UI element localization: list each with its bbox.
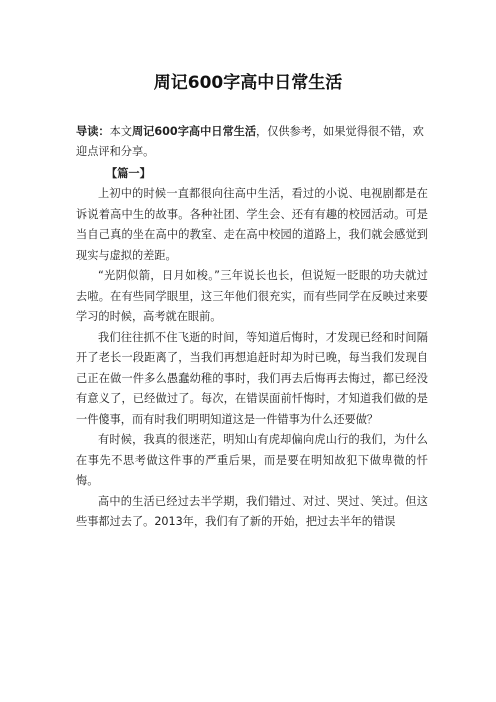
paragraph: 高中的生活已经过去半学期，我们错过、对过、哭过、笑过。但这些事都过去了。2013年，我们有了新的开始，把过去半年的错误 (76, 494, 428, 528)
body-text (76, 184, 428, 533)
intro-text-after: ，仅供参考，如果觉得很不错，欢迎点评和分享。 (76, 125, 424, 158)
paragraph: 我们往往抓不住飞逝的时间，等知道后悔时，才发现已经和时间隔开了老长一段距离了，当我们再想追赶时却为时已晚，每当我们发现自己正在做一件多么愚蠢幼稚的事时，我们再去后悔再去悔过，都已经没有意义了，已经做过了。每次，在错误面前忏悔时，才知道我们做的是一件傻事，而有时我们明明知道这是一件错事为什么还要做？ (76, 330, 428, 426)
intro-text (76, 122, 428, 162)
paragraph: 有时候，我真的很迷茫，明知山有虎却偏向虎山行的我们，为什么在事先不思考做这件事的严重后果，而是要在明知故犯下做卑微的忏悔。 (76, 433, 428, 487)
paragraph: “光阴似箭，日月如梭。”三年说长也长，但说短一眨眼的功夫就过去啦。在有些同学眼里，这三年他们很充实，而有些同学在反映过来要学习的时候，高考就在眼前。 (76, 269, 428, 323)
intro-text-before: 本文 (109, 125, 132, 138)
document-title: 周记600字高中日常生活 (153, 73, 343, 93)
paragraph: 上初中的时候一直都很向往高中生活，看过的小说、电视剧都是在诉说着高中生的故事。各种社团、学生会、还有有趣的校园活动。可是当自己真的坐在高中的教室、走在高中校园的道路上，我们就会感觉到现实与虚拟的差距。 (76, 187, 428, 262)
intro-doc-name: 周记600字高中日常生活 (131, 125, 257, 138)
intro-lead-label: 导读： (76, 125, 110, 138)
section-heading: 【篇一】 (106, 167, 151, 180)
